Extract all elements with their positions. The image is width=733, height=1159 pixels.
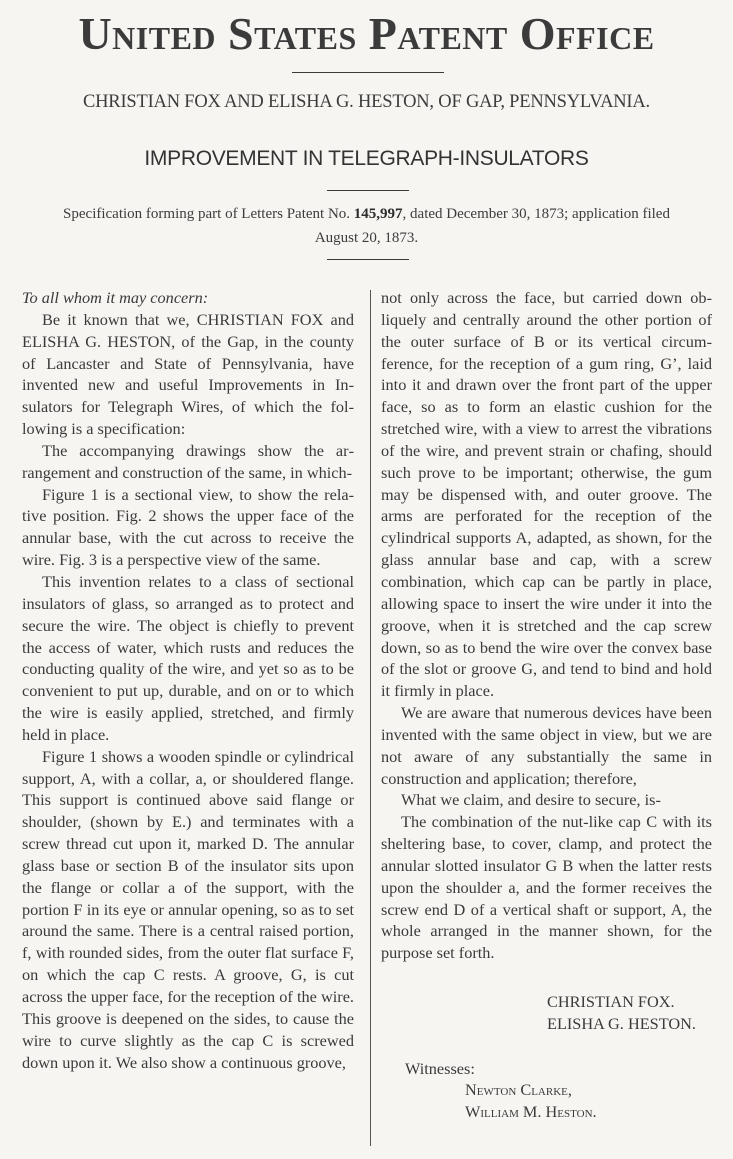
- inventor-signature: CHRISTIAN FOX.: [547, 992, 675, 1011]
- paragraph: The accompanying drawings show the arrangement and construction of the same, in which-: [22, 440, 354, 482]
- right-column: [381, 287, 712, 964]
- specification-line: [20, 202, 713, 250]
- inventor-signature: ELISHA G. HESTON.: [547, 1014, 696, 1033]
- witness-signature: Newton Clarke,: [465, 1080, 572, 1099]
- spec-suffix: , dated December 30, 1873; application filed: [402, 206, 670, 222]
- patent-number: 145,997: [353, 206, 403, 222]
- patent-office-title: United States Patent Office: [78, 8, 655, 59]
- witnesses-label: Witnesses:: [405, 1059, 475, 1078]
- witness-signature: William M. Heston.: [465, 1102, 597, 1121]
- paragraph: Figure 1 is a sectional view, to show the relative position. Fig. 2 shows the upper face of the annular base, with the cut across to receive the wire. Fig. 3 is a perspective view of the same.: [22, 484, 354, 570]
- invention-title: IMPROVEMENT IN TELEGRAPH-INSULATORS: [144, 147, 589, 170]
- left-column: [22, 287, 354, 1073]
- paragraph: We are aware that numerous devices have been invented with the same object in view, but we are not aware of any substantially the same in construction and application; therefore,: [381, 703, 712, 788]
- spec-divider: [327, 259, 409, 260]
- witness-signatures: [465, 1079, 597, 1123]
- title-divider: [292, 72, 444, 73]
- spec-filed-date: August 20, 1873.: [314, 230, 419, 246]
- paragraph: Be it known that we, CHRISTIAN FOX and ELISHA G. HESTON, of the Gap, in the county of Lancaster and State of Pennsylvania, have invented new and useful Improvements in Insulators for Telegraph Wires, of which the following is a specification:: [22, 309, 354, 439]
- salutation: To all whom it may concern:: [22, 288, 209, 307]
- paragraph: not only across the face, but carried down obliquely and centrally around the other portion of the outer surface of B or its vertical circumference, for the reception of a gum ring, G’, laid into it and drawn over the front part of the upper face, so as to form an elastic cushion for the stretched wire, with a view to arrest the vibrations of the wire, and prevent strain or chafing, should such prove to be important; otherwise, the gum may be dispensed with, and outer groove. The arms are perforated for the reception of the cylindrical supports A, adapted, as shown, for the glass annular base and cap, with a screw combination, which cap can be partly in place, allowing space to insert the wire under it into the groove, when it is stretched and the cap screw down, so as to bend the wire over the convex base of the slot or groove G, and tend to bind and hold it firmly in place.: [381, 288, 712, 701]
- inventor-signatures: [547, 991, 696, 1035]
- claim-paragraph: The combination of the nut-like cap C with its sheltering base, to cover, clamp, and protect the annular slotted insulator G B when the latter rests upon the shoulder a, and the former receives the screw end D of a vertical shaft or support, A, the whole arranged in the manner shown, for the purpose set forth.: [381, 812, 712, 963]
- spec-prefix: Specification forming part of Letters Patent No.: [63, 206, 354, 222]
- invention-divider: [327, 190, 409, 191]
- paragraph: This invention relates to a class of sectional insulators of glass, so arranged as to protect and secure the wire. The object is chiefly to prevent the access of water, which rusts and reduces the conducting quality of the wire, and yet so as to be convenient to put up, durable, and on or to which the wire is easily applied, stretched, and firmly held in place.: [22, 571, 354, 744]
- paragraph: Figure 1 shows a wooden spindle or cylindrical support, A, with a collar, a, or shouldered flange. This support is continued above said flange or shoulder, (shown by E.) and terminates with a screw thread cut upon it, marked D. The annular glass base or section B of the insulator sits upon the flange or collar a of the support, with the portion F in its eye or annular opening, so as to set around the same. There is a central raised portion, f, with rounded sides, from the outer flat surface F, on which the cap C rests. A groove, G, is cut across the upper face, for the reception of the wire. This groove is deepened on the sides, to cause the wire to curve slightly as the cap C is screwed down upon it. We also show a continuous groove,: [22, 746, 354, 1072]
- inventors-line: CHRISTIAN FOX AND ELISHA G. HESTON, OF GAP, PENNSYLVANIA.: [83, 92, 650, 112]
- column-divider: [370, 290, 371, 1146]
- paragraph: What we claim, and desire to secure, is-: [401, 790, 661, 810]
